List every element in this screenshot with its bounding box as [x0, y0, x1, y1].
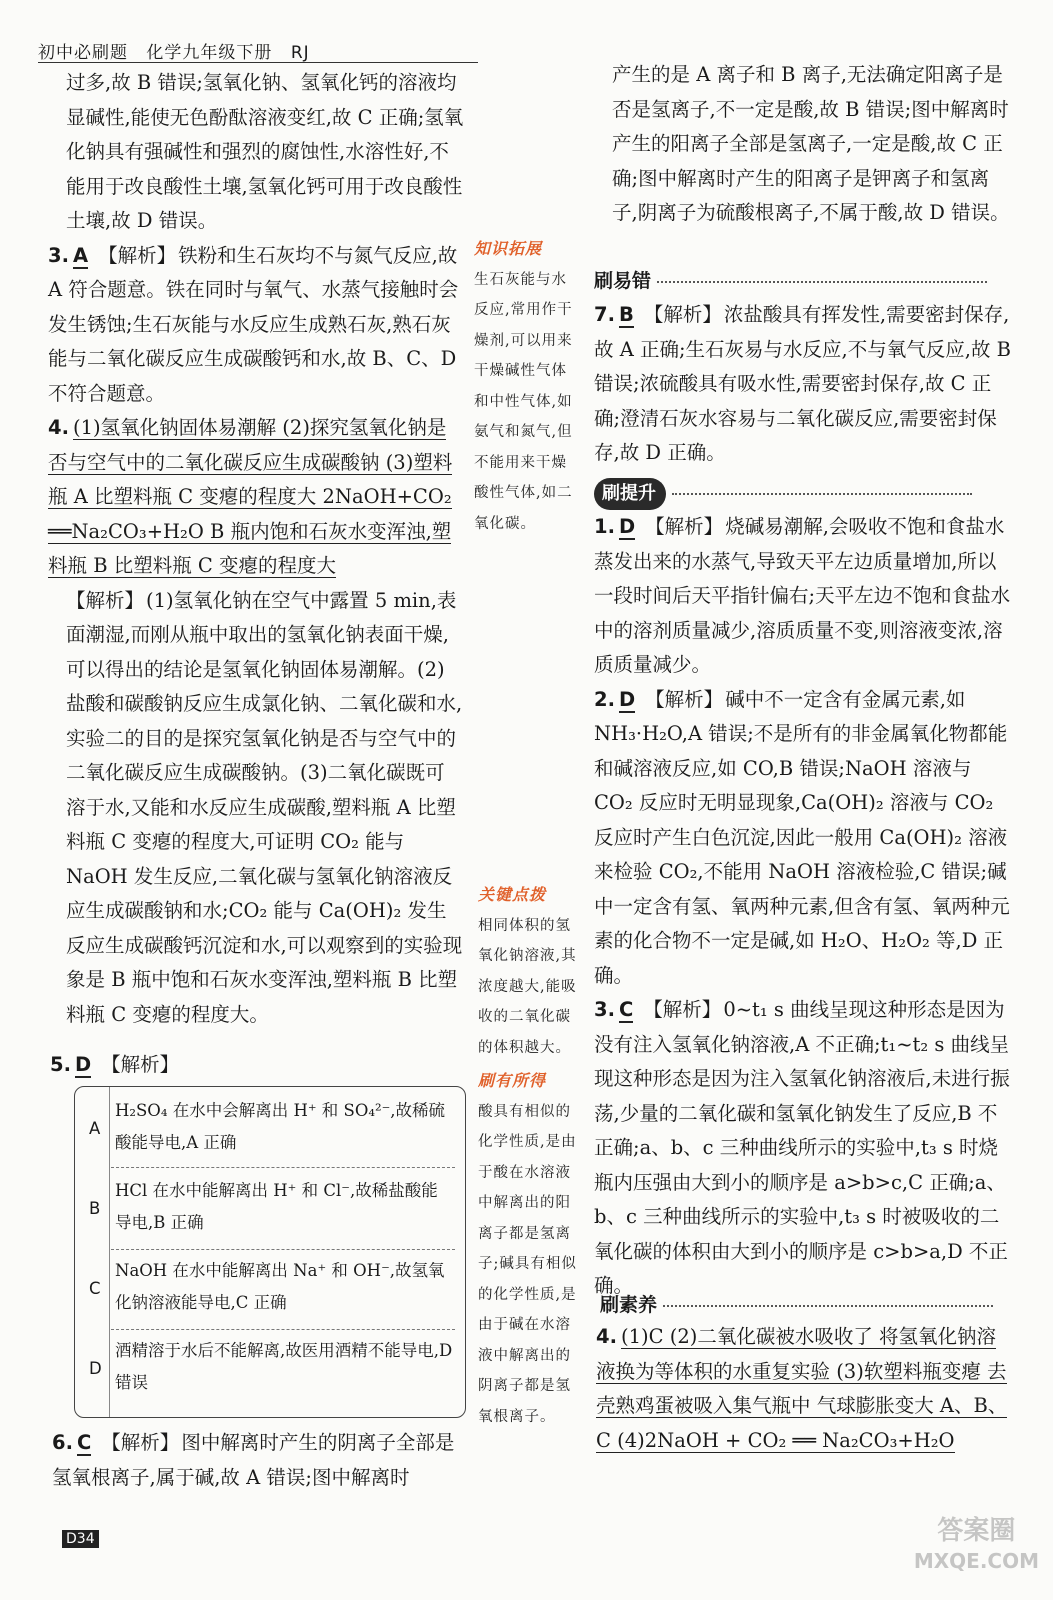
sidebar-title: 知识拓展 — [474, 239, 543, 258]
analysis-text: 铁粉和生石灰均不与氮气反应,故 A 符合题意。铁在同时与氧气、水蒸气接触时会发生锈蚀;生石灰能与水反应生成熟石灰,熟石灰能与二氧化碳反应生成碳酸钙和水,故 B、C、D 不符合题意。 — [48, 243, 459, 405]
sidebar-knowledge-box — [474, 234, 582, 539]
right-continuation — [612, 58, 1010, 231]
right-continuation-text: 产生的是 A 离子和 B 离子,无法确定阳离子是否是氢离子,不一定是酸,故 B 错误;图中解离时产生的阳离子全部是氢离子,一定是酸,故 C 正确;图中解离时产生的阳离子是钾离子和氢离子,阴离子为硫酸根离子,不属于酸,故 D 错误。 — [612, 63, 1010, 224]
question-number: 2. — [594, 687, 615, 711]
page-number: D34 — [62, 1530, 99, 1548]
question-number: 1. — [594, 515, 615, 538]
sidebar-summary-box — [478, 1066, 586, 1432]
row-text: NaOH 在水中能解离出 Na⁺ 和 OH⁻,故氢氧化钠溶液能导电,C 正确 — [115, 1261, 445, 1312]
answer-text: (1)C (2)二氧化碳被水吸收了 将氢氧化钠溶液换为等体积的水重复实验 (3)软塑料瓶变瘪 去壳熟鸡蛋被吸入集气瓶中 气球膨胀变大 A、B、C (4)2NaOH + CO₂ ══ Na₂CO₃+H₂O — [596, 1325, 1008, 1452]
watermark-logo — [914, 1516, 1039, 1576]
question-7 — [594, 298, 1012, 471]
section-header-literacy — [600, 1288, 1020, 1323]
sidebar-title: 关键点拨 — [478, 885, 547, 904]
right-questions — [594, 510, 1012, 1304]
row-divider — [111, 1249, 455, 1250]
watermark-top: 答案圈 — [937, 1516, 1016, 1546]
answer-letter: D — [74, 1053, 92, 1076]
sidebar-key-point-box — [478, 880, 586, 1063]
row-label: B — [89, 1199, 101, 1218]
question-number: 5. — [50, 1053, 71, 1076]
sidebar-title: 刷有所得 — [478, 1071, 547, 1090]
table-column-divider — [109, 1087, 110, 1417]
analysis-tag: 【解析】 — [645, 515, 724, 538]
analysis-tag: 【解析】 — [101, 1053, 180, 1076]
section-header-errors — [594, 264, 1014, 299]
answer-text: (1)氢氧化钠固体易潮解 (2)探究氢氧化钠是否与空气中的二氧化碳反应生成碳酸钠 (3)塑料瓶 A 比塑料瓶 C 变瘪的程度大 2NaOH+CO₂ ══Na₂CO₃+H₂O B 瓶内饱和石灰水变浑浊,塑料瓶 B 比塑料瓶 C 变瘪的程度大 — [48, 416, 453, 577]
sidebar-text: 相同体积的氢氧化钠溶液,其浓度越大,能吸收的二氧化碳的体积越大。 — [478, 917, 577, 1056]
analysis-text: 图中解离时产生的阴离子全部是氢氧根离子,属于碱,故 A 错误;图中解离时 — [52, 1431, 455, 1489]
answer-letter: A — [72, 243, 89, 267]
analysis-text: (1)氢氧化钠在空气中露置 5 min,表面潮湿,而刚从瓶中取出的氢氧化钠表面干燥,可以得出的结论是氢氧化钠固体易潮解。(2)盐酸和碳酸钠反应生成氯化钠、二氧化碳和水,实验二的目的是探究氢氧化钠是否与空气中的二氧化碳反应生成碳酸钠。(3)二氧化碳既可溶于水,又能和水反应生成碳酸,塑料瓶 A 比塑料瓶 C 变瘪的程度大,可证明 CO₂ 能与 NaOH 发生反应,二氧化碳与氢氧化钠溶液反应生成碳酸钠和水;CO₂ 能与 Ca(OH)₂ 发生反应生成碳酸钙沉淀和水,可以观察到的实验现象是 B 瓶中饱和石灰水变浑浊,塑料瓶 B 比塑料瓶 C 变瘪的程度大。 — [66, 588, 463, 1026]
sidebar-text: 生石灰能与水反应,常用作干燥剂,可以用来干燥碱性气体和中性气体,如氨气和氮气,但不能用来干燥酸性气体,如二氧化碳。 — [474, 271, 573, 532]
question-number: 7. — [594, 303, 615, 326]
analysis-tag: 【解析】 — [66, 588, 145, 612]
section-dotted-rule — [672, 493, 972, 495]
row-label: A — [89, 1119, 101, 1138]
answer-letter: C — [618, 998, 634, 1021]
book-title: 初中必刷题 — [38, 43, 128, 63]
question-5-header — [50, 1048, 450, 1083]
edition-label: RJ — [290, 43, 310, 63]
subject-title: 化学九年级下册 — [146, 43, 273, 63]
answer-letter: C — [76, 1431, 92, 1454]
row-label: C — [89, 1279, 101, 1298]
row-label: D — [89, 1359, 102, 1378]
sidebar-text: 酸具有相似的化学性质,是由于酸在水溶液中解离出的阳离子都是氢离子;碱具有相似的化学性质,是由于碱在水溶液中解离出的阴离子都是氢氧根离子。 — [478, 1103, 577, 1425]
question-4-answer — [48, 411, 464, 584]
row-text: H₂SO₄ 在水中会解离出 H⁺ 和 SO₄²⁻,故稀硫酸能导电,A 正确 — [115, 1101, 446, 1152]
section-dotted-rule — [657, 281, 987, 283]
row-divider — [111, 1329, 455, 1330]
section-dotted-rule — [663, 1305, 993, 1307]
analysis-text: 烧碱易潮解,会吸收不饱和食盐水蒸发出来的水蒸气,导致天平左边质量增加,所以一段时间后天平指针偏右;天平左边不饱和食盐水中的溶剂质量减少,溶质质量不变,则溶液变浓,溶质质量减少。 — [594, 515, 1011, 676]
question-r2 — [594, 683, 1012, 994]
question-r4 — [596, 1320, 1014, 1458]
section-title: 刷素养 — [600, 1294, 658, 1316]
row-divider — [111, 1167, 455, 1168]
section-header-improve — [594, 476, 1014, 511]
analysis-tag: 【解析】 — [98, 243, 177, 267]
question-5-table — [74, 1086, 466, 1418]
answer-letter: D — [618, 687, 636, 711]
left-continuation: 过多,故 B 错误;氢氧化钠、氢氧化钙的溶液均显碱性,能使无色酚酞溶液变红,故 C 正确;氢氧化钠具有强碱性和强烈的腐蚀性,水溶性好,不能用于改良酸性土壤,氢氧化钙可用于改良酸性土壤,故 D 错误。 — [66, 71, 464, 232]
question-r1 — [594, 510, 1012, 683]
header-rule — [38, 62, 478, 63]
question-4-analysis — [66, 584, 464, 1033]
watermark-bottom: MXQE.COM — [913, 1549, 1039, 1573]
analysis-tag: 【解析】 — [643, 998, 722, 1021]
question-number: 4. — [596, 1325, 617, 1348]
question-6 — [52, 1426, 472, 1495]
analysis-text: 0~t₁ s 曲线呈现这种形态是因为没有注入氢氧化钠溶液,A 不正确;t₁~t₂ s 曲线呈现这种形态是因为注入氢氧化钠溶液后,未进行振荡,少量的二氧化碳和氢氧化钠发生了反应,B 不正确;a、b、c 三种曲线所示的实验中,t₃ s 时烧瓶内压强由大到小的顺序是 a>b>c,C 正确;a、b、c 三种曲线所示的实验中,t₃ s 时被吸收的二氧化碳的体积由大到小的顺序是 c>b>a,D 不正确。 — [594, 998, 1010, 1297]
analysis-tag: 【解析】 — [101, 1431, 180, 1454]
question-number: 3. — [594, 998, 615, 1021]
section-badge: 刷提升 — [594, 478, 666, 510]
analysis-text: 碱中不一定含有金属元素,如 NH₃·H₂O,A 错误;不是所有的非金属氧化物都能和碱溶液反应,如 CO,B 错误;NaOH 溶液与 CO₂ 反应时无明显现象,Ca(OH)₂ 溶液与 CO₂ 反应时产生白色沉淀,因此一般用 Ca(OH)₂ 溶液来检验 CO₂,不能用 NaOH 溶液检验,C 错误;碱中一定含有氢、氧两种元素,但含有氢、氧两种元素的化合物不一定是碱,如 H₂O、H₂O₂ 等,D 正确。 — [594, 687, 1010, 987]
analysis-tag: 【解析】 — [643, 303, 722, 326]
left-column-top — [48, 66, 464, 1032]
page-header — [38, 38, 322, 63]
question-3 — [48, 239, 464, 412]
section-title: 刷易错 — [594, 270, 652, 292]
row-text: HCl 在水中能解离出 H⁺ 和 Cl⁻,故稀盐酸能导电,B 正确 — [115, 1181, 438, 1232]
analysis-text: 浓盐酸具有挥发性,需要密封保存,故 A 正确;生石灰易与水反应,不与氧气反应,故 B 错误;浓硫酸具有吸水性,需要密封保存,故 C 正确;澄清石灰水容易与二氧化碳反应,需要密封保存,故 D 正确。 — [594, 303, 1011, 464]
question-r3 — [594, 993, 1012, 1304]
question-number: 3. — [48, 243, 69, 267]
question-number: 6. — [52, 1431, 73, 1454]
answer-letter: D — [618, 515, 636, 538]
question-number: 4. — [48, 416, 69, 439]
analysis-tag: 【解析】 — [645, 687, 724, 711]
row-text: 酒精溶于水后不能解离,故医用酒精不能导电,D 错误 — [115, 1341, 453, 1392]
answer-letter: B — [618, 303, 634, 326]
